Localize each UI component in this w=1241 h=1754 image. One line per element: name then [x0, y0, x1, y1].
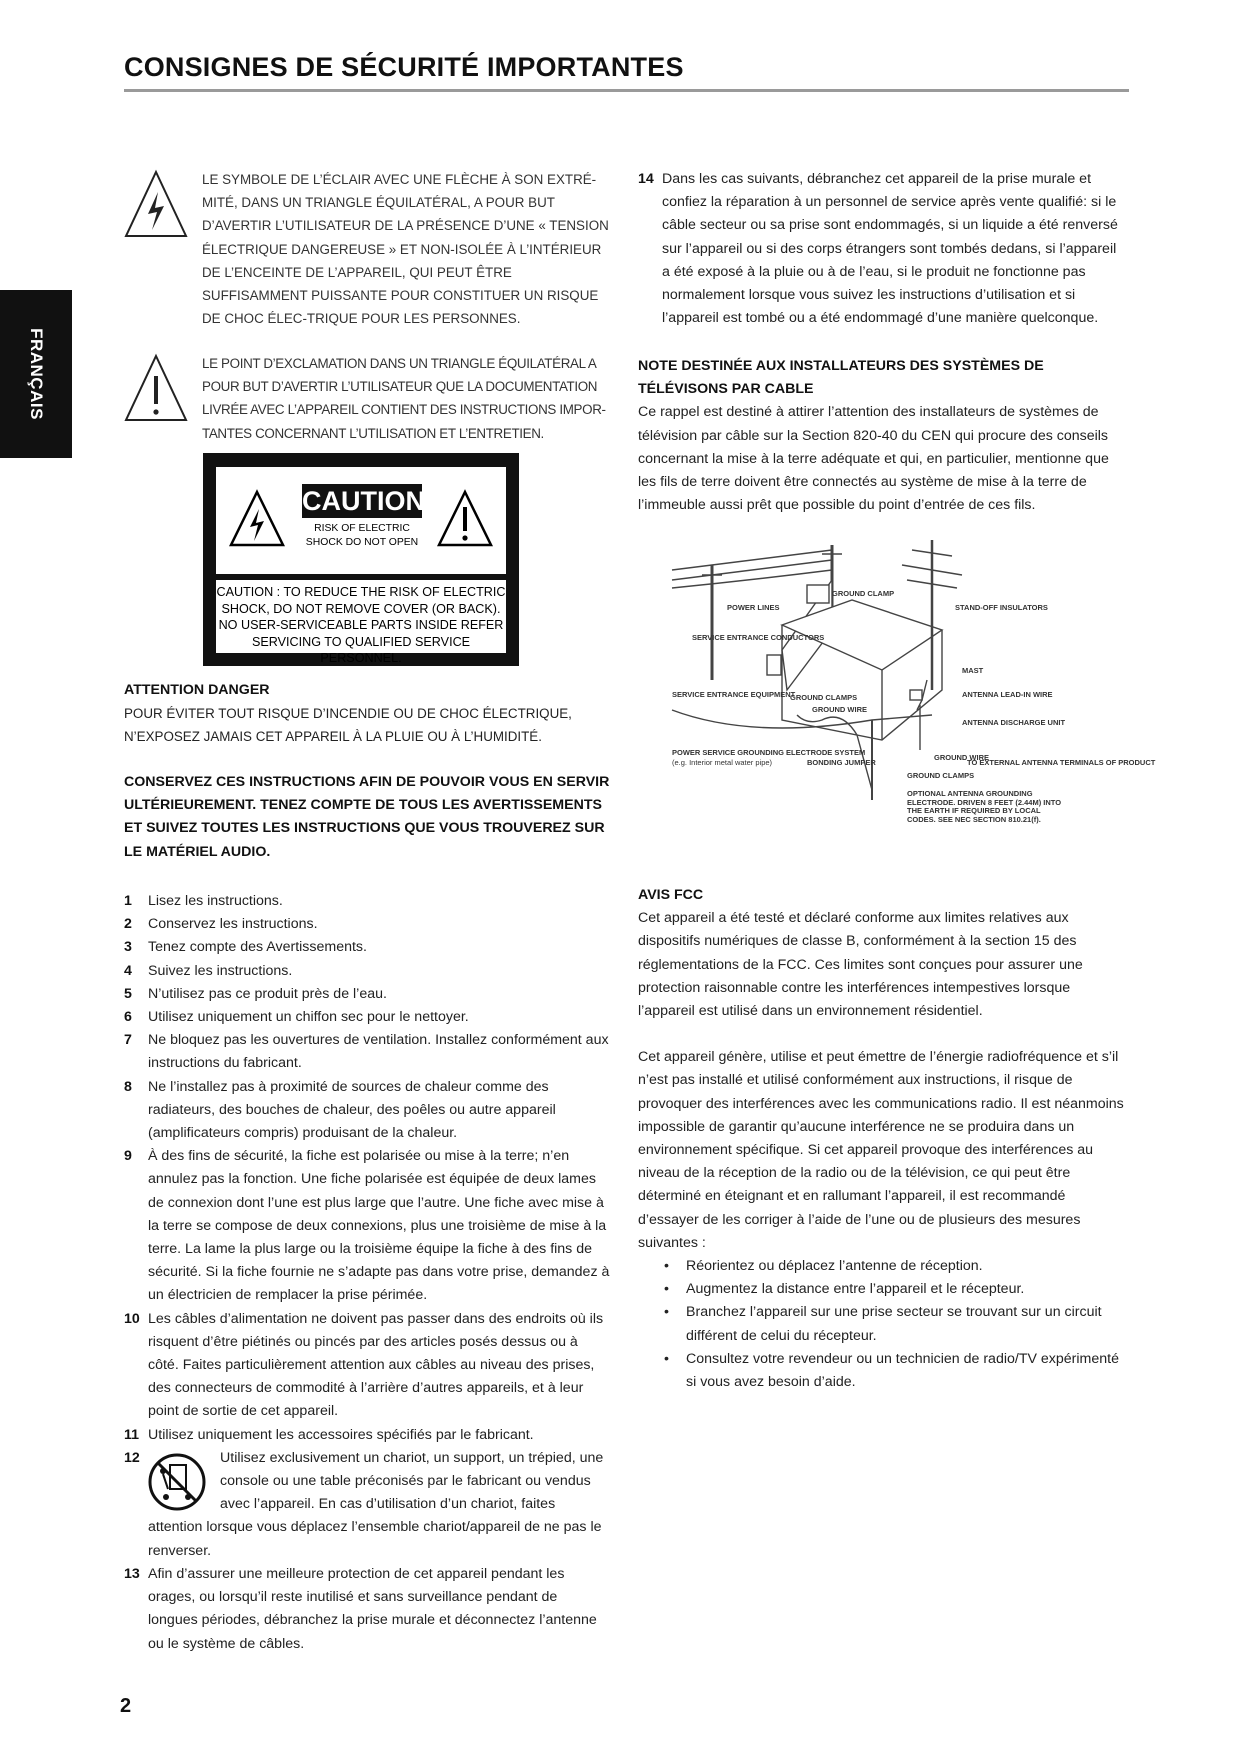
instruction-item — [124, 913, 610, 936]
page-number: 2 — [120, 1695, 132, 1717]
fcc-paragraph-2: Cet appareil génère, utilise et peut émettre de l’énergie radiofréquence et s’il n’est pas installé et utilisé conformément aux instructions, il risque de provoquer des interférences avec les communications radio. Il est néanmoins impossible de garantir qu’aucune interférence ne se produira dans un environnement spécifique. Si cet appareil provoque des interférences au niveau de la réception de la radio ou de la télévision, ce qui peut être déterminé en éteignant et en rallumant l’appareil, il est recommandé d’essayer de les corriger à l’aide de l’une ou de plusieurs des mesures suivantes : — [638, 1049, 1124, 1251]
diagram-electrode-system: POWER SERVICE GROUNDING ELECTRODE SYSTEM — [672, 748, 866, 757]
diagram-ground-wire2: GROUND WIRE — [934, 753, 989, 762]
diagram-ground-wire: GROUND WIRE — [812, 705, 867, 714]
item-text: Afin d’assurer une meilleure protection de cet appareil pendant les orages, ou lorsqu’il reste inutilisé et sans surveillance pendant de longues périodes, débranchez la prise murale et déconnectez l’antenne ou le système de câbles. — [148, 1565, 597, 1652]
instruction-item — [124, 1029, 610, 1075]
fcc-bullet-item: • Consultez votre revendeur ou un technicien de radio/TV expérimenté si vous avez besoin d’aide. — [638, 1348, 1124, 1394]
item-text: Les câbles d’alimentation ne doivent pas passer dans des endroits où ils risquent d’être piétinés ou pincés par des articles posés dessus ou à côté. Faites particulièrement attention aux câbles au niveau des prises, des connecteurs de commodité à l’arrière d’autres appareils, et à leur point de sortie de cet appareil. — [148, 1310, 604, 1420]
diagram-ground-clamps2: GROUND CLAMPS — [907, 771, 975, 780]
item-text: Dans les cas suivants, débranchez cet appareil de la prise murale et confiez la réparation à un personnel de service après vente qualifié: si le câble secteur ou sa prise sont endommagés, si un liquide a été renversé sur l’appareil ou si des corps étrangers sont tombés dedans, si l’appareil a été exposé à la pluie ou à de l’eau, si le produit ne fonctionne pas normalement lorsque vous suivez les instructions d’utilisation et si l’appareil est tombé ou a été endommagé d’une manière quelconque. — [662, 171, 1118, 327]
diagram-power-lines: POWER LINES — [727, 603, 780, 612]
item-number: 10 — [124, 1310, 140, 1327]
fcc-section — [638, 884, 1124, 1394]
caution-exclamation-icon — [436, 489, 494, 549]
language-tab-label: FRANÇAIS — [27, 328, 46, 420]
item-number: 5 — [124, 985, 132, 1002]
item-text: À des fins de sécurité, la fiche est polarisée ou mise à la terre; n’en annulez pas la fonction. Une fiche polarisée est équipée de deux lames de connexion dont l’une est plus large que l’autre. Une fiche avec mise à la terre se compose de deux connexions, plus une troisième de mise à la terre. La lame la plus large ou la troisième équipe la fiche à des fins de sécurité. Si la fiche fournie ne s’adapte pas dans votre prise, demandez à un électricien de remplacer la prise périmée. — [148, 1148, 610, 1304]
item-number: 11 — [124, 1426, 139, 1443]
diagram-ground-clamps: GROUND CLAMPS — [790, 693, 858, 702]
lightning-triangle-icon — [124, 168, 188, 240]
instruction-item — [124, 1424, 610, 1447]
exclamation-triangle-icon — [124, 352, 188, 424]
item-text: Lisez les instructions. — [148, 893, 283, 909]
lightning-warning — [124, 168, 610, 338]
item-text: Ne bloquez pas les ouvertures de ventilation. Installez conformément aux instructions du fabricant. — [148, 1032, 609, 1072]
item-number: 3 — [124, 939, 132, 956]
instruction-item-13 — [124, 1563, 610, 1656]
attention-section — [124, 679, 610, 749]
exclamation-warning — [124, 352, 610, 447]
item-number: 14 — [638, 171, 654, 187]
diagram-standoff: STAND-OFF INSULATORS — [955, 603, 1048, 612]
diagram-lead-in: ANTENNA LEAD-IN WIRE — [962, 690, 1053, 699]
diagram-water-pipe: (e.g. Interior metal water pipe) — [672, 758, 773, 767]
diagram-mast: MAST — [962, 666, 984, 675]
fcc-bullet-list — [638, 1255, 1124, 1394]
diagram-service-entrance: SERVICE ENTRANCE CONDUCTORS — [692, 633, 825, 642]
attention-text: POUR ÉVITER TOUT RISQUE D’INCENDIE OU DE CHOC ÉLECTRIQUE, N’EXPOSEZ JAMAIS CET APPAREIL À LA PLUIE OU À L’HUMIDITÉ. — [124, 706, 572, 745]
diagram-optional-electrode: OPTIONAL ANTENNA GROUNDING ELECTRODE. DRIVEN 8 FEET (2.44M) INTO THE EARTH IF REQUIRED BY LOCAL CODES. SEE NEC SECTION 810.21(f). — [907, 789, 1062, 824]
instructions-list — [124, 890, 610, 1656]
instruction-item — [124, 960, 610, 983]
caution-word: CAUTION — [302, 486, 425, 516]
item-text: Conservez les instructions. — [148, 916, 318, 933]
instruction-item-12 — [124, 1447, 610, 1563]
item-number: 12 — [124, 1449, 140, 1466]
item-text: Utilisez exclusivement un chariot, un support, un trépied, une console ou une table préconisés par le fabricant ou vendus avec l’appareil. En cas d’utilisation d’un chariot, faites attention lorsque vous déplacez l’ensemble chariot/appareil de ne pas le renverser. — [148, 1449, 604, 1559]
instruction-item — [124, 1006, 610, 1029]
item-number: 7 — [124, 1032, 132, 1049]
cable-note-heading: NOTE DESTINÉE AUX INSTALLATEURS DES SYSTÈMES DE TÉLÉVISONS PAR CABLE — [638, 358, 1044, 398]
language-tab — [0, 290, 72, 458]
conserve-section — [124, 771, 610, 864]
fcc-heading: AVIS FCC — [638, 887, 704, 903]
fcc-bullet-item: • Branchez l’appareil sur une prise secteur se trouvant sur un circuit différent de celui du récepteur. — [638, 1301, 1124, 1347]
item-text: Ne l’installez pas à proximité de sources de chaleur comme des radiateurs, des bouches de chaleur, des poêles ou autre appareil (amplificateurs compris) produisant de la chaleur. — [148, 1078, 556, 1142]
instruction-item — [124, 1308, 610, 1424]
exclamation-warning-text: LE POINT D’EXCLAMATION DANS UN TRIANGLE ÉQUILATÉRAL A POUR BUT D’AVERTIR L’UTILISATEUR QUE LA DOCUMENTATION LIVRÉE AVEC L’APPAREIL CONTIENT DES INSTRUCTIONS IMPOR-TANTES CONCERNANT L’UTILISATION ET L’ENTRETIEN. — [202, 356, 606, 441]
diagram-discharge: ANTENNA DISCHARGE UNIT — [962, 718, 1066, 727]
item-text: N’utilisez pas ce produit près de l’eau. — [148, 985, 387, 1002]
item-text: Suivez les instructions. — [148, 962, 293, 979]
item-number: 13 — [124, 1565, 140, 1582]
instruction-item — [124, 936, 610, 959]
lightning-warning-text: LE SYMBOLE DE L’ÉCLAIR AVEC UNE FLÈCHE À SON EXTRÉ-MITÉ, DANS UN TRIANGLE ÉQUILATÉRAL, A POUR BUT D’AVERTIR L’UTILISATEUR DE LA PRÉSENCE D’UNE « TENSION ÉLECTRIQUE DANGEREUSE » ET NON-ISOLÉE À L’INTÉRIEUR DE L’ENCEINTE DE L’APPAREIL, QUI PEUT ÊTRE SUFFISAMMENT PUISSANTE POUR CONSTITUER UN RISQUE DE CHOC ÉLEC-TRIQUE POUR LES PERSONNES. — [202, 172, 609, 327]
instruction-item — [124, 1145, 610, 1307]
item-text: Tenez compte des Avertissements. — [148, 939, 367, 956]
page-title: CONSIGNES DE SÉCURITÉ IMPORTANTES — [124, 52, 684, 82]
item-number: 9 — [124, 1148, 132, 1165]
instruction-item — [124, 983, 610, 1006]
diagram-ground-clamp: GROUND CLAMP — [832, 589, 895, 598]
caution-label — [203, 453, 519, 666]
item-text: Utilisez uniquement un chiffon sec pour le nettoyer. — [148, 1009, 469, 1026]
cart-tip-over-icon — [148, 1451, 206, 1513]
instruction-item-14 — [638, 168, 1124, 330]
item-number: 6 — [124, 1009, 132, 1026]
caution-subtitle: RISK OF ELECTRIC SHOCK DO NOT OPEN — [305, 523, 419, 548]
cable-note-text: Ce rappel est destiné à attirer l’attention des installateurs de systèmes de télévision par câble sur la Section 820-40 du CEN qui procure des conseils concernant la mise à la terre adéquate et qui, en particulier, mentionne que les fils de terre doivent être connectés au système de mise à la terre de l’immeuble aussi prêt que possible du point d’entrée de ces fils. — [638, 404, 1109, 514]
fcc-bullet-item: • Réorientez ou déplacez l’antenne de réception. — [638, 1255, 1124, 1278]
item-number: 8 — [124, 1078, 132, 1095]
caution-label-top — [216, 467, 506, 574]
attention-heading: ATTENTION DANGER — [124, 682, 270, 698]
fcc-bullet-item: • Augmentez la distance entre l’appareil et le récepteur. — [638, 1278, 1124, 1301]
antenna-grounding-diagram — [672, 540, 1156, 860]
caution-lightning-icon — [228, 489, 286, 549]
diagram-service-equipment: SERVICE ENTRANCE EQUIPMENT — [672, 690, 796, 699]
diagram-bonding: BONDING JUMPER — [807, 758, 876, 767]
item-number: 1 — [124, 893, 132, 909]
diagram-terminals: TO EXTERNAL ANTENNA TERMINALS OF PRODUCT — [967, 758, 1156, 767]
caution-label-body: CAUTION : TO REDUCE THE RISK OF ELECTRIC SHOCK, DO NOT REMOVE COVER (OR BACK). NO USER-SERVICEABLE PARTS INSIDE REFER SERVICING TO QUALIFIED SERVICE PERSONNEL. — [216, 580, 506, 653]
title-rule — [124, 89, 1129, 92]
cable-note-section — [638, 355, 1124, 517]
item-number: 2 — [124, 916, 132, 933]
instruction-item — [124, 1076, 610, 1146]
instruction-item — [124, 890, 610, 913]
item-text: Utilisez uniquement les accessoires spécifiés par le fabricant. — [148, 1426, 534, 1443]
item-number: 4 — [124, 962, 132, 979]
fcc-paragraph-1: Cet appareil a été testé et déclaré conforme aux limites relatives aux dispositifs numériques de classe B, conformément à la section 15 des réglementations de la FCC. Ces limites sont conçues pour assurer une protection raisonnable contre les interférences intempestives lorsque l’appareil est utilisé dans un environnement résidentiel. — [638, 910, 1083, 1020]
conserve-heading: CONSERVEZ CES INSTRUCTIONS AFIN DE POUVOIR VOUS EN SERVIR ULTÉRIEUREMENT. TENEZ COMPTE DE TOUS LES AVERTISSEMENTS ET SUIVEZ TOUTES LES INSTRUCTIONS QUE VOUS TROUVEREZ SUR LE MATÉRIEL AUDIO. — [124, 774, 610, 860]
